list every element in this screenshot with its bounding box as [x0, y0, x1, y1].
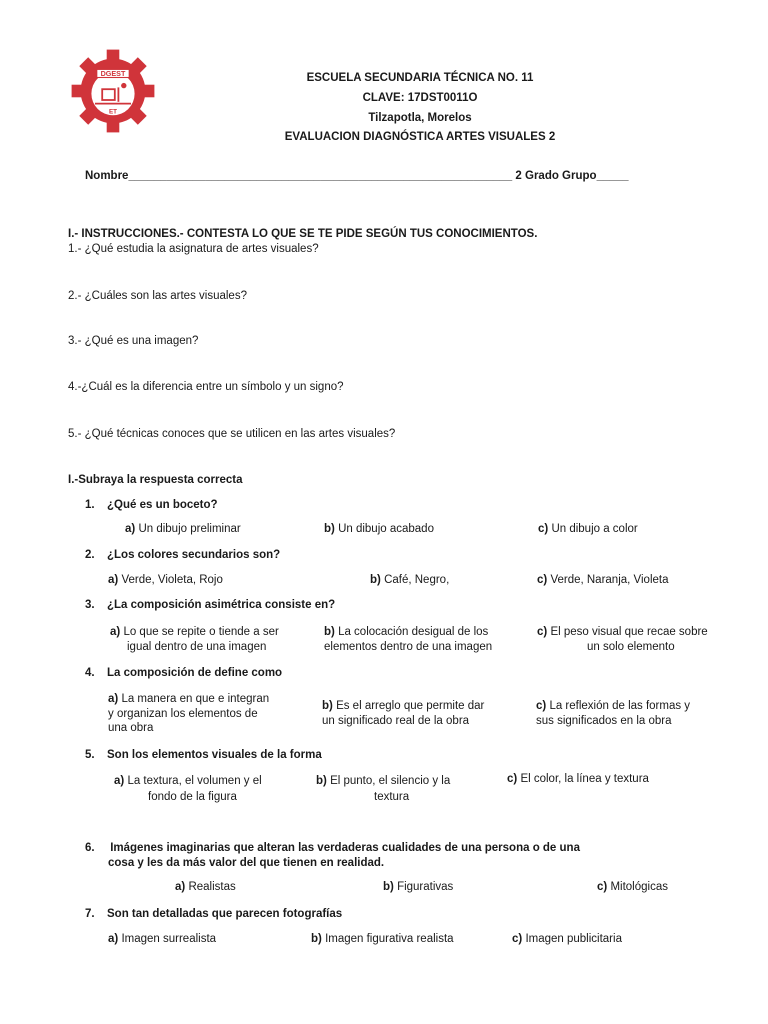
mc-question-3: 3. ¿La composición asimétrica consiste en? [85, 599, 336, 611]
option-7b[interactable]: b) Imagen figurativa realista [311, 933, 454, 945]
mc-question-2: 2. ¿Los colores secundarios son? [85, 549, 281, 561]
option-2c[interactable]: c) Verde, Naranja, Violeta [537, 574, 669, 586]
option-4b[interactable]: b) Es el arreglo que permite dar un significado real de la obra [322, 700, 485, 727]
mc-question-text: ¿Qué es un boceto? [107, 499, 218, 511]
name-underline[interactable]: ____________________________________________________________ [128, 170, 513, 182]
option-6b[interactable]: b) Figurativas [383, 881, 454, 893]
grade-underline[interactable]: _____ [596, 170, 629, 182]
option-1b[interactable]: b) Un dibujo acabado [324, 523, 434, 535]
question-4: 4.-¿Cuál es la diferencia entre un símbolo y un signo? [68, 381, 344, 393]
question-5: 5.- ¿Qué técnicas conoces que se utilicen en las artes visuales? [68, 428, 396, 440]
section1-title: I.- INSTRUCCIONES.- CONTESTA LO QUE SE TE PIDE SEGÚN TUS CONOCIMIENTOS. [68, 228, 538, 240]
mc-question-5: 5. Son los elementos visuales de la forma [85, 749, 322, 761]
mc-question-4: 4. La composición de define como [85, 667, 283, 679]
option-5a[interactable]: a) La textura, el volumen y el fondo de la figura [114, 775, 262, 803]
option-2a[interactable]: a) Verde, Violeta, Rojo [108, 574, 223, 586]
question-3: 3.- ¿Qué es una imagen? [68, 335, 199, 347]
logo-mark: ET [108, 108, 118, 116]
option-3a[interactable]: a) Lo que se repite o tiende a ser igual dentro de una imagen [110, 626, 279, 653]
mc-question-7: 7. Son tan detalladas que parecen fotografías [85, 908, 343, 920]
school-key: CLAVE: 17DST0011O [362, 92, 478, 104]
option-7a[interactable]: a) Imagen surrealista [108, 933, 217, 945]
option-5b[interactable]: b) El punto, el silencio y la textura [316, 775, 451, 803]
mc-question-1 [85, 499, 218, 511]
school-logo [68, 46, 158, 136]
name-line[interactable] [85, 170, 629, 182]
school-location: Tilzapotla, Morelos [368, 112, 472, 124]
mc-question-6: 6. Imágenes imaginarias que alteran las verdaderas cualidades de una persona o de una cosa y les da más valor del que tienen en realidad. [85, 842, 580, 869]
question-2: 2.- ¿Cuáles son las artes visuales? [68, 290, 247, 302]
school-name: ESCUELA SECUNDARIA TÉCNICA NO. 11 [306, 72, 534, 84]
option-4c[interactable]: c) La reflexión de las formas y sus significados en la obra [536, 700, 691, 727]
option-7c[interactable]: c) Imagen publicitaria [512, 933, 622, 945]
exam-title: EVALUACION DIAGNÓSTICA ARTES VISUALES 2 [284, 131, 556, 143]
option-6a[interactable]: a) Realistas [175, 881, 236, 893]
mc-number: 1. [85, 499, 95, 511]
logo-text: DGEST [100, 69, 126, 79]
option-3b[interactable]: b) La colocación desigual de los elementos dentro de una imagen [324, 626, 493, 653]
option-5c[interactable]: c) El color, la línea y textura [507, 773, 649, 785]
grade-label: 2 Grado Grupo [515, 170, 597, 182]
option-2b[interactable]: b) Café, Negro, [370, 574, 450, 586]
section2-title: I.-Subraya la respuesta correcta [68, 474, 243, 486]
option-1c[interactable]: c) Un dibujo a color [538, 523, 638, 535]
question-1: 1.- ¿Qué estudia la asignatura de artes visuales? [68, 243, 319, 255]
option-1a[interactable]: a) Un dibujo preliminar [125, 523, 241, 535]
name-label: Nombre [85, 170, 129, 182]
option-3c[interactable]: c) El peso visual que recae sobre un solo elemento [537, 626, 708, 653]
option-6c[interactable]: c) Mitológicas [597, 881, 668, 893]
option-4a[interactable]: a) La manera en que e integran y organizan los elementos de una obra [108, 693, 270, 734]
